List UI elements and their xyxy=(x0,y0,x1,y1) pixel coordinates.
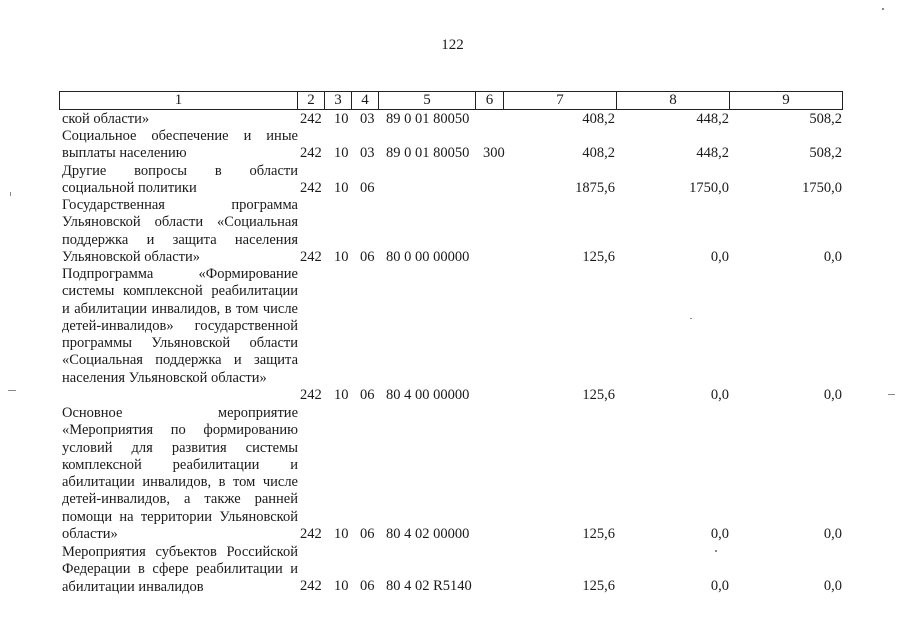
row-description: Государственная программа Ульяновской области «Социальная поддержка и защита населения Ульяновской области» xyxy=(62,197,298,265)
cell-col-3: 10 xyxy=(334,387,349,403)
cell-col-7: 408,2 xyxy=(582,145,615,161)
row-description: Подпрограмма «Формирование системы комплексной реабилитации и абилитации инвалидов, в том числе детей-инвалидов» государственной программы Ульяновской области «Социальная поддержка и защита населения Ульяновской области» xyxy=(62,266,298,386)
column-header-9: 9 xyxy=(730,92,843,110)
row-description: Мероприятия субъектов Российской Федерации в сфере реабилитации и абилитации инвалидов xyxy=(62,544,298,595)
column-header-6: 6 xyxy=(476,92,504,110)
cell-col-8: 1750,0 xyxy=(689,180,729,196)
table-row xyxy=(0,405,905,544)
cell-col-4: 03 xyxy=(360,145,375,161)
cell-col-5: 89 0 01 80050 xyxy=(386,111,470,127)
cell-col-2: 242 xyxy=(300,145,322,161)
cell-col-9: 1750,0 xyxy=(802,180,842,196)
cell-col-7: 408,2 xyxy=(582,111,615,127)
cell-col-4: 06 xyxy=(360,387,375,403)
row-description: Основное мероприятие «Мероприятия по формированию условий для развития системы комплексной реабилитации и абилитации инвалидов, в том числе детей-инвалидов, а также ранней помощи на территории Ульяновской области» xyxy=(62,405,298,543)
cell-col-8: 0,0 xyxy=(710,387,729,403)
table-row xyxy=(0,266,905,405)
cell-col-7: 1875,6 xyxy=(575,180,615,196)
cell-col-8: 0,0 xyxy=(710,249,729,265)
cell-col-7: 125,6 xyxy=(582,578,615,594)
page-number: 122 xyxy=(441,37,464,53)
cell-col-3: 10 xyxy=(334,249,349,265)
cell-col-2: 242 xyxy=(300,526,322,542)
cell-col-8: 0,0 xyxy=(710,526,729,542)
column-header-1: 1 xyxy=(60,92,298,110)
cell-col-9: 0,0 xyxy=(823,387,842,403)
table-row xyxy=(0,163,905,198)
cell-col-9: 508,2 xyxy=(809,111,842,127)
scan-mark xyxy=(690,318,692,319)
cell-col-8: 448,2 xyxy=(696,145,729,161)
column-header-5: 5 xyxy=(379,92,476,110)
table-row xyxy=(0,111,905,129)
row-description: Социальное обеспечение и иные выплаты населению xyxy=(62,128,298,162)
column-header-8: 8 xyxy=(617,92,730,110)
cell-col-4: 03 xyxy=(360,111,375,127)
scan-mark xyxy=(8,390,16,391)
cell-col-8: 448,2 xyxy=(696,111,729,127)
scan-mark xyxy=(10,192,11,196)
column-header-table xyxy=(59,91,843,110)
cell-col-2: 242 xyxy=(300,111,322,127)
table-row xyxy=(0,128,905,163)
column-header-row xyxy=(60,92,843,110)
cell-col-9: 0,0 xyxy=(823,249,842,265)
cell-col-2: 242 xyxy=(300,387,322,403)
cell-col-7: 125,6 xyxy=(582,387,615,403)
column-header-3: 3 xyxy=(325,92,352,110)
cell-col-7: 125,6 xyxy=(582,249,615,265)
scan-mark xyxy=(882,8,884,10)
cell-col-4: 06 xyxy=(360,578,375,594)
cell-col-4: 06 xyxy=(360,526,375,542)
cell-col-4: 06 xyxy=(360,180,375,196)
cell-col-6: 300 xyxy=(483,145,505,161)
cell-col-9: 0,0 xyxy=(823,526,842,542)
cell-col-3: 10 xyxy=(334,180,349,196)
cell-col-4: 06 xyxy=(360,249,375,265)
cell-col-5: 80 4 00 00000 xyxy=(386,387,470,403)
cell-col-7: 125,6 xyxy=(582,526,615,542)
cell-col-5: 80 0 00 00000 xyxy=(386,249,470,265)
cell-col-5: 80 4 02 00000 xyxy=(386,526,470,542)
cell-col-9: 0,0 xyxy=(823,578,842,594)
cell-col-5: 89 0 01 80050 xyxy=(386,145,470,161)
row-description: Другие вопросы в области социальной политики xyxy=(62,163,298,197)
table-row xyxy=(0,197,905,267)
cell-col-9: 508,2 xyxy=(809,145,842,161)
scan-mark xyxy=(715,550,717,552)
scan-mark xyxy=(888,394,895,395)
row-description: ской области» xyxy=(62,111,150,127)
cell-col-3: 10 xyxy=(334,111,349,127)
cell-col-2: 242 xyxy=(300,249,322,265)
cell-col-2: 242 xyxy=(300,578,322,594)
column-header-4: 4 xyxy=(352,92,379,110)
cell-col-3: 10 xyxy=(334,526,349,542)
column-header-2: 2 xyxy=(298,92,325,110)
cell-col-5: 80 4 02 R5140 xyxy=(386,578,472,594)
cell-col-3: 10 xyxy=(334,145,349,161)
table-row xyxy=(0,544,905,598)
cell-col-2: 242 xyxy=(300,180,322,196)
cell-col-8: 0,0 xyxy=(710,578,729,594)
column-header-7: 7 xyxy=(504,92,617,110)
cell-col-3: 10 xyxy=(334,578,349,594)
